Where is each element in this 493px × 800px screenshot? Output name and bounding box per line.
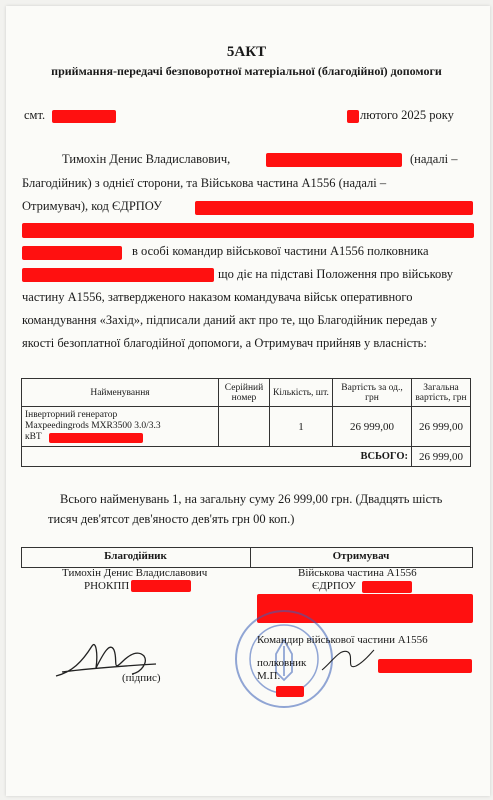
donor-name: Тимохін Денис Владиславович: [62, 567, 208, 579]
donor-sign-label: (підпис): [122, 672, 161, 684]
recipient-rank: полковник: [257, 657, 307, 669]
cell-unit-price: 26 999,00: [333, 407, 412, 447]
col-header-qty: Кількість, шт.: [270, 379, 333, 407]
item-name-line-1: Інверторний генератор: [25, 410, 118, 420]
donor-header: Благодійник: [104, 550, 167, 562]
redaction-donor-tax: [131, 580, 191, 592]
col-header-name: Найменування: [22, 379, 219, 407]
redaction-donor-id: [266, 153, 402, 167]
table-row: [22, 407, 471, 447]
recipient-role: Командир військової частини А1556: [257, 634, 428, 646]
document-subtitle: приймання-передачі безповоротної матеріальної (благодійної) допомоги: [51, 64, 442, 78]
body-line-1a: Тимохін Денис Владиславович,: [62, 152, 231, 166]
recipient-header: Отримувач: [332, 550, 390, 562]
recipient-signature: [318, 640, 378, 680]
recipient-name: Військова частина А1556: [298, 567, 417, 579]
redaction-address: [22, 223, 474, 238]
document-title: 5АКТ: [226, 44, 267, 60]
redaction-recipient-code: [362, 581, 412, 593]
redaction-edrpou: [195, 201, 473, 215]
table-header-row: [22, 379, 471, 407]
body-line-7: командування «Захід», підписали даний акт про те, що Благодійник передав у: [22, 313, 437, 327]
donor-tax-label: РНОКПП: [84, 580, 130, 592]
col-header-total: Загальна вартість, грн: [412, 379, 471, 407]
redaction-item-extra: [49, 433, 143, 443]
place-label: смт.: [24, 108, 46, 122]
cell-item-name: [22, 407, 219, 447]
cell-serial: [219, 407, 270, 447]
body-line-1b: (надалі –: [410, 152, 458, 166]
item-name-line-3: кВТ: [25, 432, 215, 443]
redaction-commander-name: [22, 268, 214, 282]
col-header-unit-price: Вартість за од., грн: [333, 379, 412, 407]
redaction-address-2: [22, 246, 122, 260]
redaction-recipient-extra: [276, 686, 304, 697]
redaction-recipient-sign: [378, 659, 472, 673]
summary-line-1: Всього найменувань 1, на загальну суму 26 999,00 грн. (Двадцять шість: [60, 492, 443, 506]
body-line-8: якості безоплатної благодійної допомоги, а Отримувач прийняв у власність:: [22, 336, 427, 350]
body-line-5: що діє на підставі Положення про військову: [218, 267, 454, 281]
total-value: 26 999,00: [412, 447, 471, 467]
body-line-6: частину А1556, затвердженого наказом командувача військ оперативного: [22, 290, 413, 304]
cell-total: 26 999,00: [412, 407, 471, 447]
recipient-code-label: ЄДРПОУ: [312, 580, 356, 592]
col-header-serial: Серійний номер: [219, 379, 270, 407]
total-label: ВСЬОГО:: [22, 447, 412, 467]
body-line-2: Благодійник) з однієї сторони, та Військова частина А1556 (надалі –: [22, 176, 387, 190]
body-line-3: Отримувач), код ЄДРПОУ: [22, 199, 162, 213]
body-line-4: в особі командир військової частини А1556 полковника: [132, 244, 429, 258]
date-text: лютого 2025 року: [360, 108, 454, 122]
recipient-stamp-label: М.П.: [257, 670, 281, 682]
redaction-place: [52, 110, 116, 123]
items-table: [21, 378, 471, 467]
item-name-line-2: Maxpeedingrods MXR3500 3.0/3.3: [25, 421, 161, 431]
cell-qty: 1: [270, 407, 333, 447]
table-total-row: [22, 447, 471, 467]
summary-line-2: тисяч дев'ятсот дев'яносто дев'ять грн 00 коп.): [48, 512, 295, 526]
redaction-day: [347, 110, 359, 123]
